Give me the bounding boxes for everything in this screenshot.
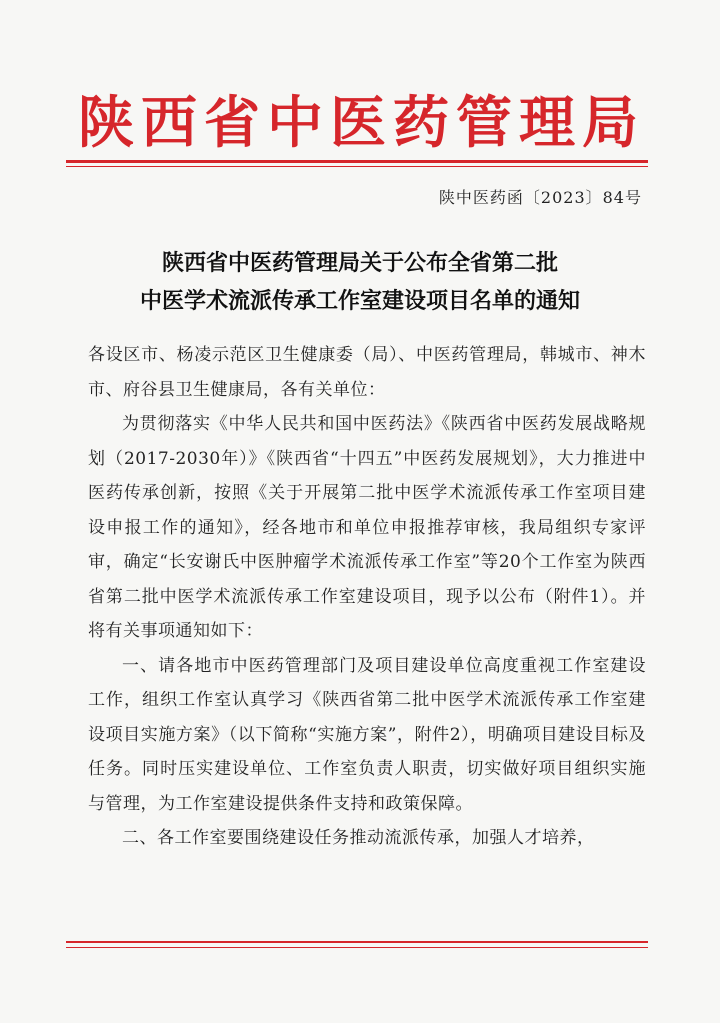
header-rule-thick [66, 160, 648, 163]
agency-header: 陕西省中医药管理局 [78, 91, 642, 156]
title-line-2: 中医学术流派传承工作室建设项目名单的通知 [139, 288, 580, 314]
header-rule-thin [66, 166, 648, 167]
document-title [60, 244, 660, 320]
paragraph-item-2: 二、各工作室要围绕建设任务推动流派传承，加强人才培养， [122, 828, 595, 848]
footer-rule-top [66, 941, 648, 943]
document-body [88, 338, 646, 856]
document-number: 陕中医药函〔2023〕84号 [438, 188, 642, 207]
title-line-1: 陕西省中医药管理局关于公布全省第二批 [161, 250, 558, 276]
footer-rule-bottom [66, 947, 648, 948]
paragraph-intro: 为贯彻落实《中华人民共和国中医药法》《陕西省中医药发展战略规划（2017-2030年）》《陕西省“十四五”中医药发展规划》，大力推进中医药传承创新，按照《关于开展第二批中医学术流派传承工作室项目建设申报工作的通知》，经各地市和单位申报推荐审核，我局组织专家评审，确定“长安谢氏中医肿瘤学术流派传承工作室”等20个工作室为陕西省第二批中医学术流派传承工作室建设项目，现予以公布（附件1）。并将有关事项通知如下： [88, 414, 646, 641]
addressee: 各设区市、杨凌示范区卫生健康委（局）、中医药管理局，韩城市、神木市、府谷县卫生健康局，各有关单位： [88, 345, 646, 400]
paragraph-item-1: 一、请各地市中医药管理部门及项目建设单位高度重视工作室建设工作，组织工作室认真学习《陕西省第二批中医学术流派传承工作室建设项目实施方案》（以下简称“实施方案”，附件2），明确项目建设目标及任务。同时压实建设单位、工作室负责人职责，切实做好项目组织实施与管理，为工作室建设提供条件支持和政策保障。 [88, 655, 646, 814]
